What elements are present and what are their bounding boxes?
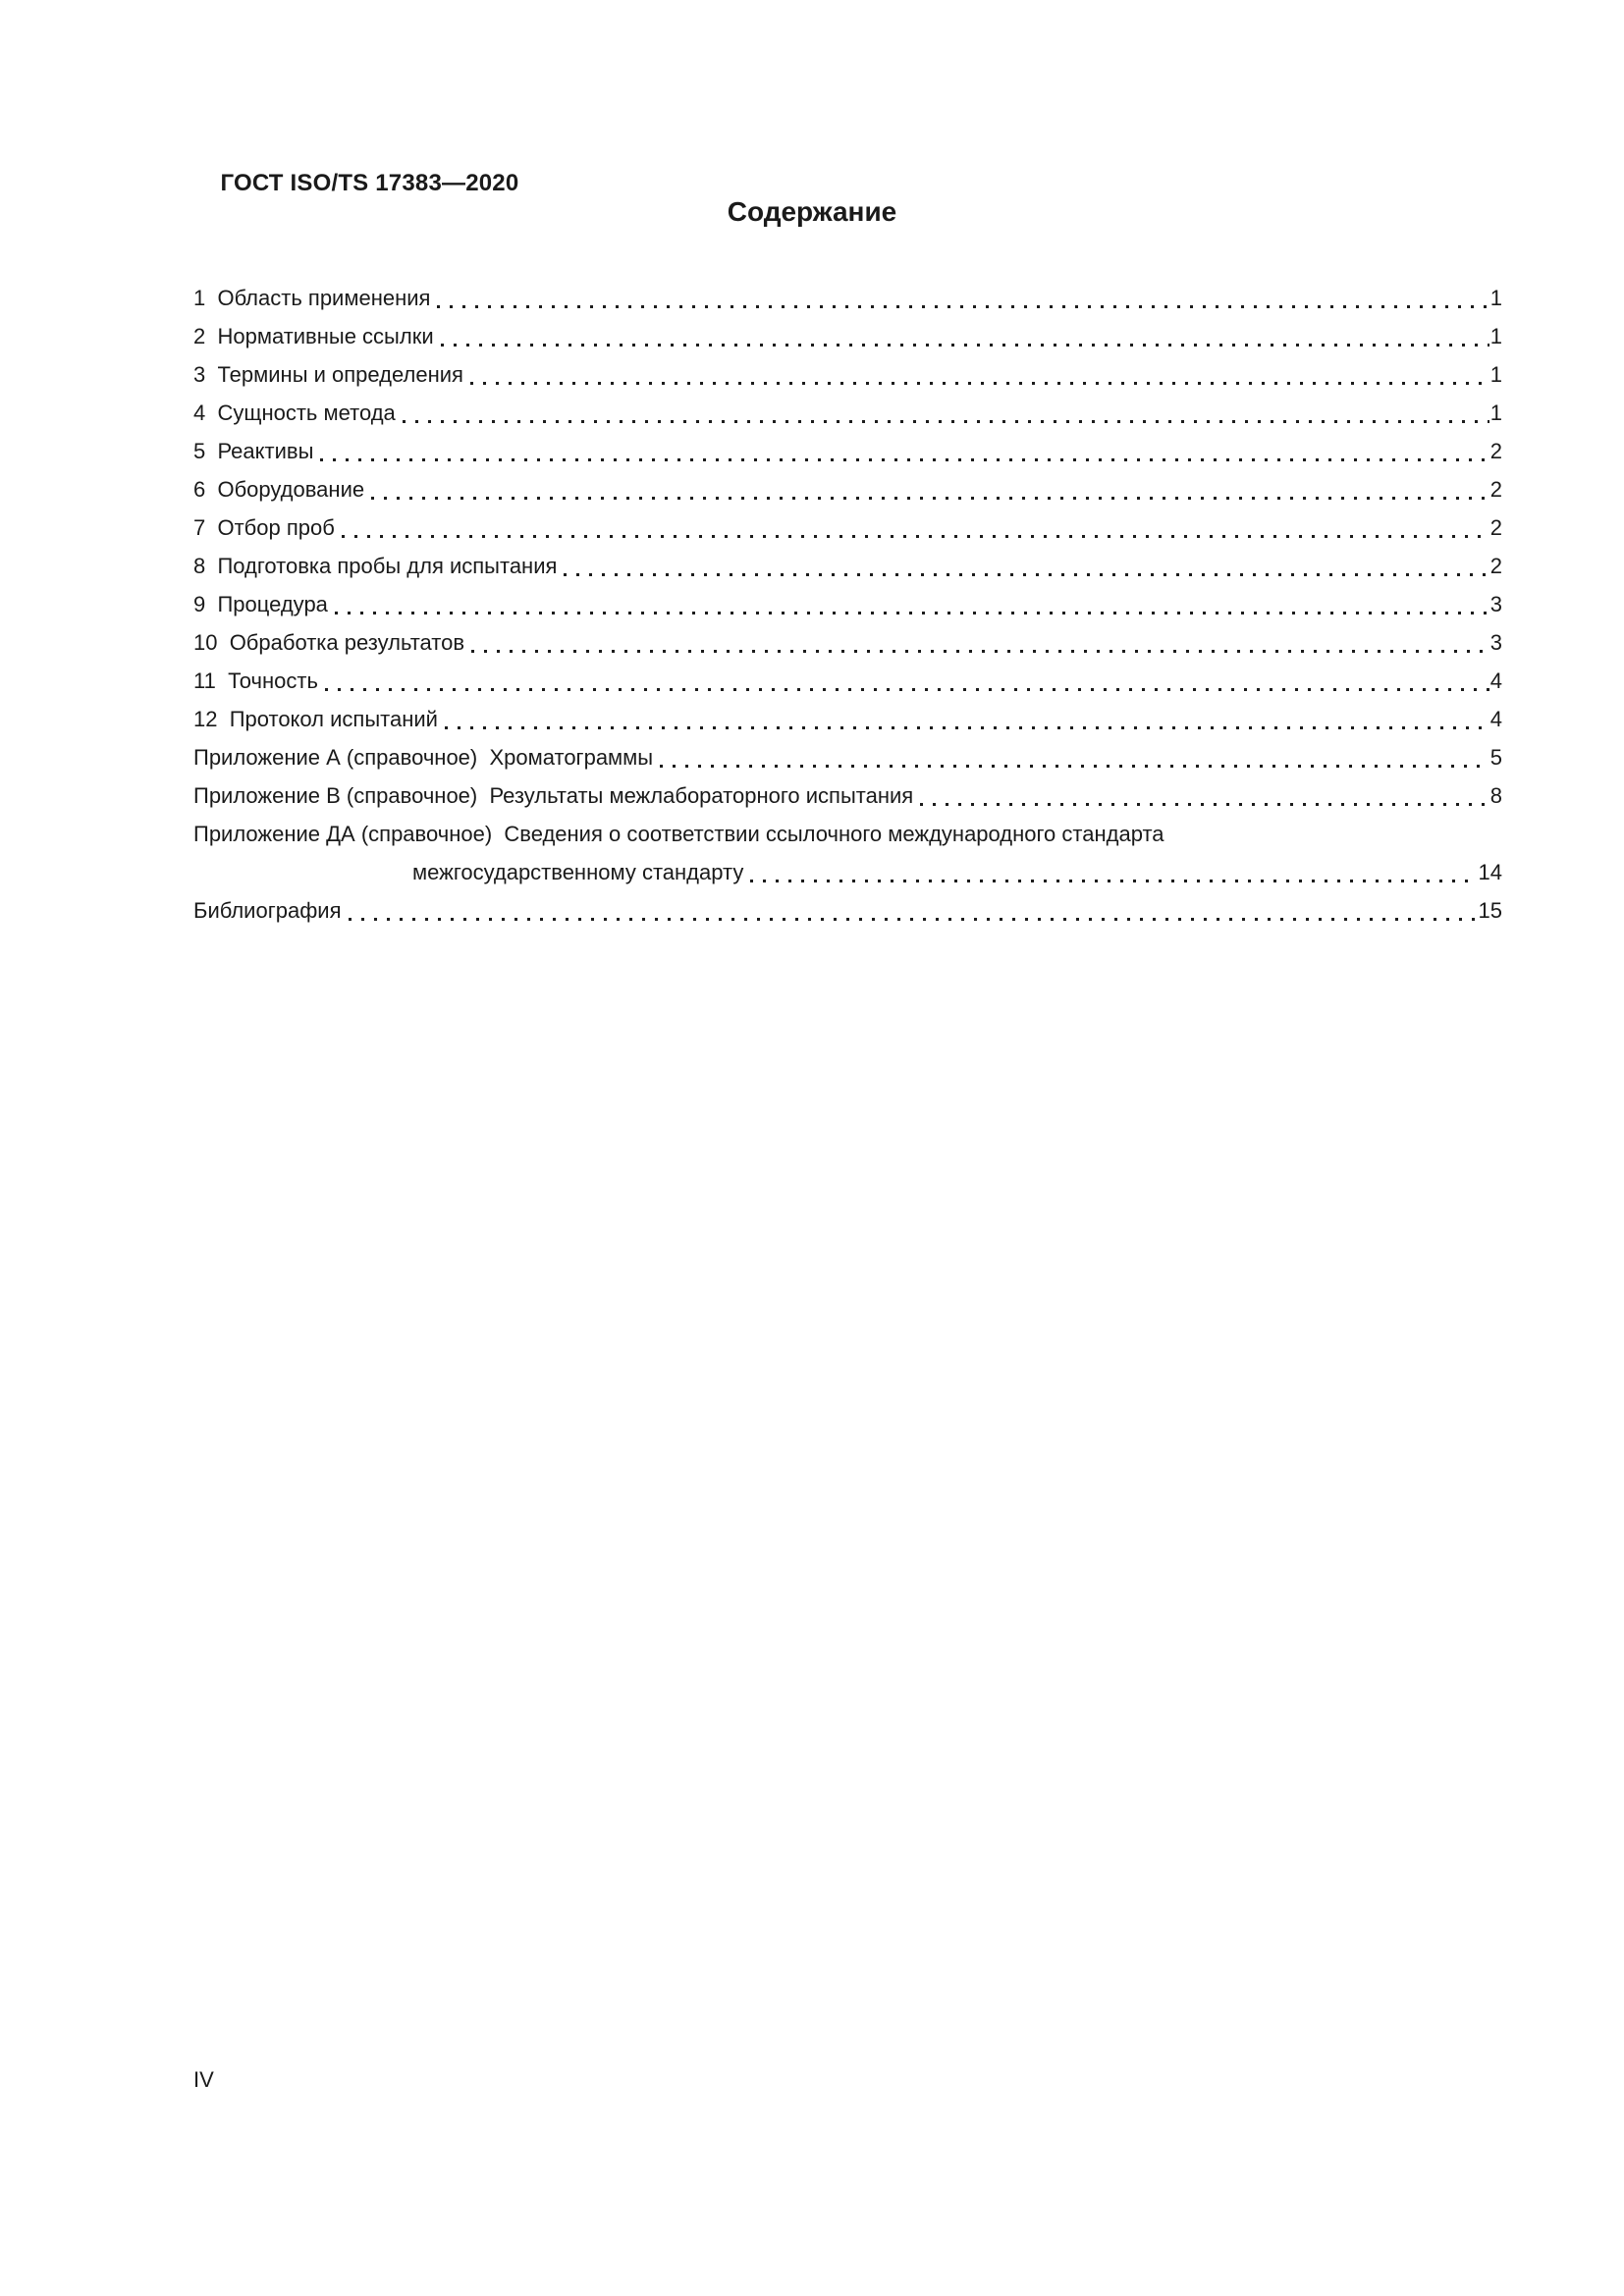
toc-entry (193, 738, 1502, 776)
toc-entry-page: 14 (1478, 860, 1502, 884)
toc-dot-leader (750, 880, 1477, 882)
toc-entry (193, 891, 1502, 930)
toc-entry-page: 4 (1489, 707, 1502, 731)
toc-entry-page: 1 (1489, 324, 1502, 348)
toc-entry-label: 7 Отбор проб (193, 515, 335, 540)
toc-dot-leader (660, 765, 1489, 768)
toc-entry (193, 700, 1502, 738)
toc-entry (193, 815, 1502, 853)
toc-entry (193, 279, 1502, 317)
toc-entry (193, 317, 1502, 355)
toc-entry-label: Приложение В (справочное) Результаты межлабораторного испытания (193, 783, 914, 808)
toc-dot-leader (335, 612, 1489, 614)
toc-entry (193, 623, 1502, 662)
toc-dot-leader (349, 918, 1478, 921)
toc-entry (193, 432, 1502, 470)
toc-dot-leader (441, 344, 1489, 347)
toc-entry-label: 8 Подготовка пробы для испытания (193, 554, 558, 578)
toc-entry (193, 470, 1502, 508)
toc-entry-page: 1 (1489, 400, 1502, 425)
toc-entry-page: 5 (1489, 745, 1502, 770)
toc-dot-leader (564, 573, 1489, 576)
toc-entry (193, 355, 1502, 394)
toc-dot-leader (920, 803, 1489, 806)
toc-entry-page: 4 (1489, 668, 1502, 693)
toc-entry-label: 11 Точность (193, 668, 318, 693)
toc-dot-leader (342, 535, 1489, 538)
page-footer (193, 2065, 214, 2095)
toc-entry-page: 2 (1489, 439, 1502, 463)
toc-dot-leader (471, 650, 1489, 653)
toc-entry-page: 1 (1489, 286, 1502, 310)
toc-entry (193, 547, 1502, 585)
toc-entry-label: 12 Протокол испытаний (193, 707, 438, 731)
toc-dot-leader (325, 688, 1489, 691)
toc-entry-continuation (412, 853, 1502, 891)
toc-entry-label: 1 Область применения (193, 286, 431, 310)
table-of-contents (193, 279, 1502, 930)
toc-entry-label: 2 Нормативные ссылки (193, 324, 434, 348)
toc-entry-page: 2 (1489, 515, 1502, 540)
toc-entry-label: 3 Термины и определения (193, 362, 463, 387)
toc-entry-page: 8 (1489, 783, 1502, 808)
toc-entry-label: 10 Обработка результатов (193, 630, 465, 655)
toc-entry-label: 4 Сущность метода (193, 400, 396, 425)
toc-entry (193, 394, 1502, 432)
toc-entry-label: Приложение А (справочное) Хроматограммы (193, 745, 654, 770)
toc-entry-page: 15 (1478, 898, 1502, 923)
toc-entry-page: 2 (1489, 477, 1502, 502)
toc-dot-leader (470, 382, 1489, 385)
toc-entry-page: 1 (1489, 362, 1502, 387)
toc-entry-page: 3 (1489, 630, 1502, 655)
toc-entry-label: Приложение ДА (справочное) Сведения о соответствии ссылочного международного стандарта (193, 822, 1164, 846)
toc-dot-leader (437, 305, 1489, 308)
toc-entry (193, 662, 1502, 700)
toc-dot-leader (371, 497, 1489, 500)
toc-dot-leader (320, 458, 1489, 461)
toc-entry (193, 585, 1502, 623)
toc-entry-label: 6 Оборудование (193, 477, 365, 502)
toc-dot-leader (403, 420, 1489, 423)
toc-entry-page: 2 (1489, 554, 1502, 578)
toc-dot-leader (445, 726, 1489, 729)
standard-designation: ГОСТ ISO/TS 17383—2020 (220, 170, 519, 196)
toc-entry-label: межгосударственному стандарту (412, 860, 744, 884)
toc-entry-label: 5 Реактивы (193, 439, 314, 463)
toc-entry (193, 508, 1502, 547)
toc-entry-page: 3 (1489, 592, 1502, 616)
toc-entry-label: Библиография (193, 898, 342, 923)
toc-entry (193, 776, 1502, 815)
folio-page-number: IV (193, 2067, 214, 2092)
page-title: Содержание (727, 196, 897, 227)
toc-entry-label: 9 Процедура (193, 592, 328, 616)
